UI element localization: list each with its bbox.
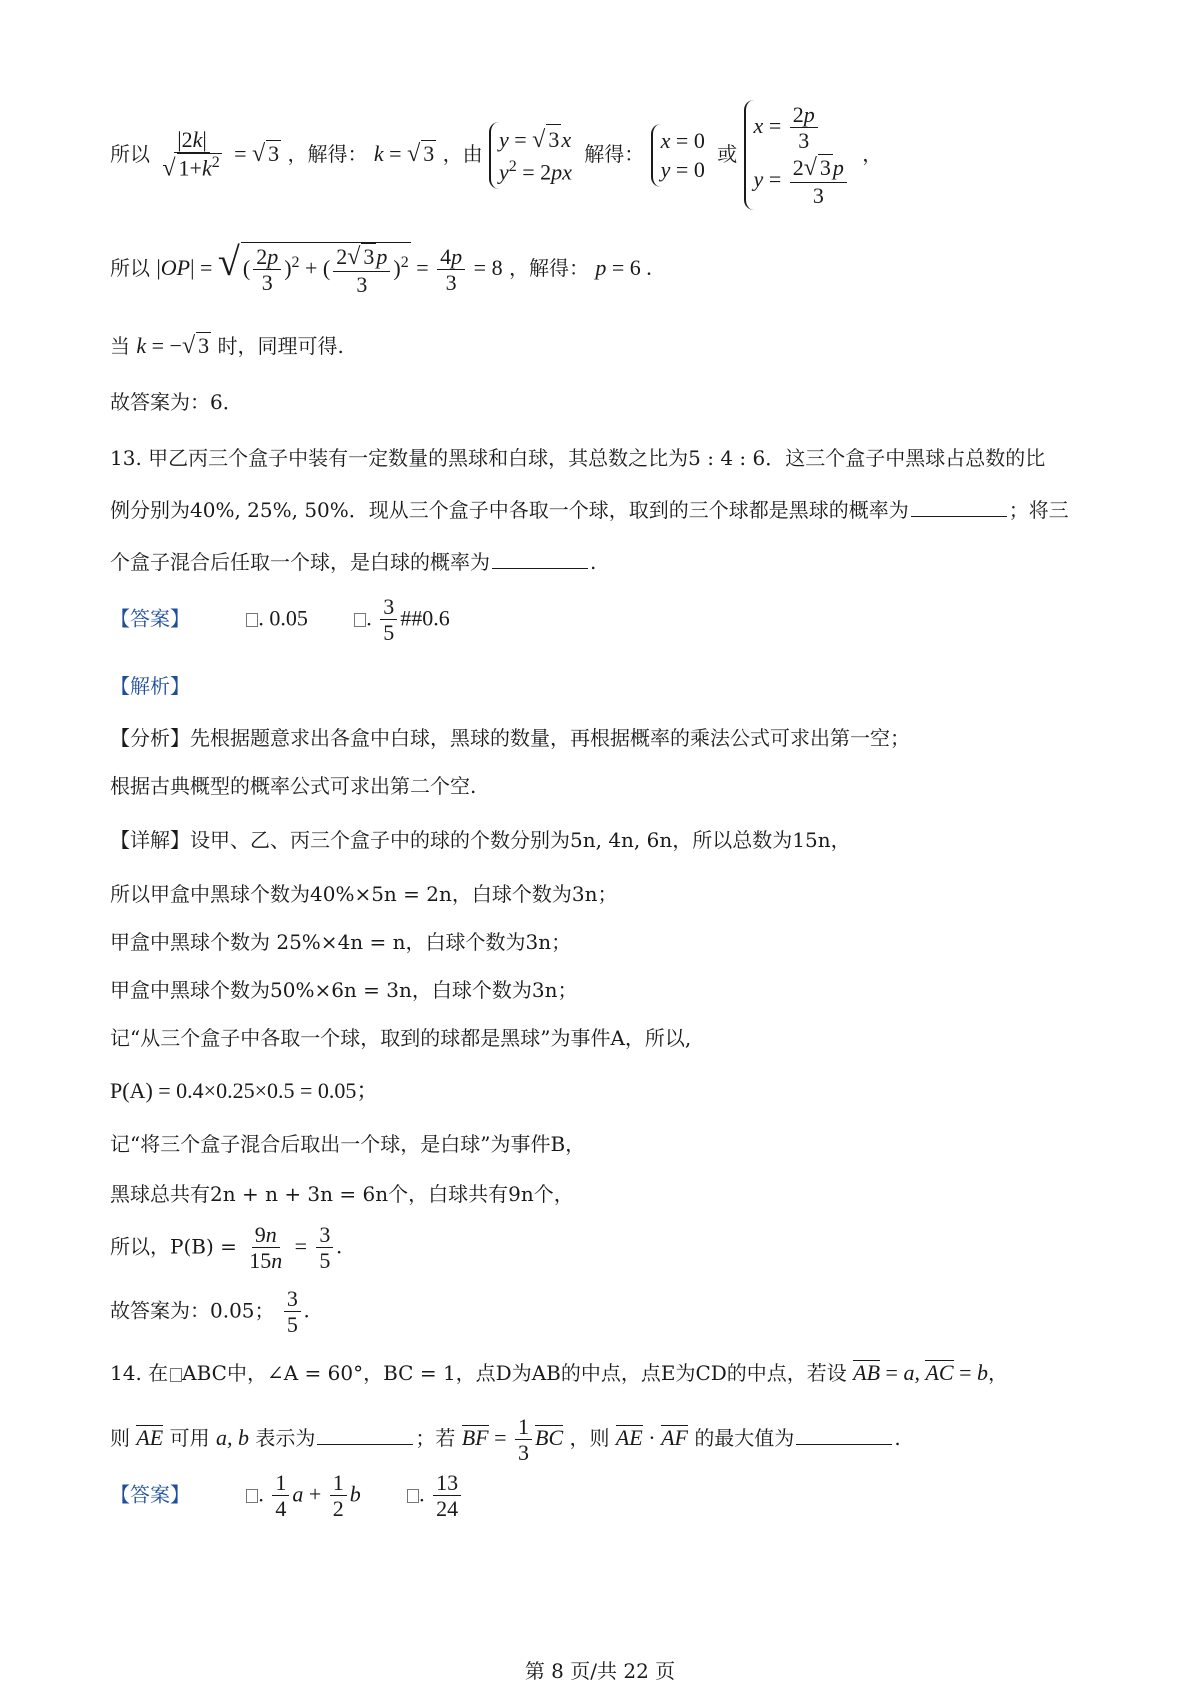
math: BF = $\frac{1}{3}$ BC [461,1414,564,1466]
answer-1: 0.05 [269,605,308,631]
equation-system: x = 0 y = 0 [651,124,711,187]
prev-line-1 [110,100,882,210]
answer-2: ##0.6 [400,605,450,631]
text: ，解得： [508,256,589,280]
equation-system: y = √ 3x $y^2 = 2px$ [489,122,578,189]
text: . [590,550,597,574]
blank-marker-icon [246,1489,258,1503]
q14-text-1 [110,1360,1008,1386]
prev-answer: 故答案为：6． [110,390,243,414]
answer-blank [492,568,588,569]
text: 个盒子混合后任取一个球，是白球的概率为 [110,550,490,574]
fraction: $\frac{3}{5}$ [284,1286,301,1338]
fraction: $\frac{1}{2}$ [330,1470,347,1522]
q13-text-1: 13. 甲乙丙三个盒子中装有一定数量的黑球和白球，其总数之比为5 : 4 : 6．这三个盒子中黑球占总数的比 [110,446,1046,470]
text: 例分别为40%, 25%, 50%．现从三个盒子中各取一个球，取到的三个球都是黑球的概率为 [110,498,909,522]
math: p = 6 . [595,255,652,280]
prev-line-2 [110,238,652,297]
math: k = −√ 3 [136,333,210,359]
answer-label: 【答案】 [110,1482,190,1507]
text: 表示为 [255,1425,316,1450]
text: 故答案为：0.05； [110,1298,275,1323]
text: 可用 [169,1425,210,1450]
text: 所以 [110,256,150,280]
prev-line-3 [110,332,344,361]
detail-3: 甲盒中黑球个数为 25%×4n = n，白球个数为3n； [110,930,572,954]
text: ；将三 [1008,498,1069,522]
detail-4: 甲盒中黑球个数为50%×6n = 3n，白球个数为3n； [110,978,578,1002]
detail-1: 【详解】设甲、乙、丙三个盒子中的球的个数分别为5n, 4n, 6n，所以总数为15n， [110,828,851,852]
q14-answer: 【答案】 . $\frac{1}{4}$ a + $\frac{1}{2}$ b . $\frac{13}{24}$ [110,1470,464,1522]
detail-10: 故答案为：0.05； $\frac{3}{5}$ . [110,1286,310,1338]
detail-7: 记“将三个盒子混合后取出一个球，是白球”为事件B， [110,1132,586,1156]
analysis-1: 【分析】先根据题意求出各盒中白球，黑球的数量，再根据概率的乘法公式可求出第一空； [110,726,910,750]
fraction: $\frac{3}{5}$ [380,594,397,646]
triangle-symbol-icon [170,1368,182,1382]
q14-text-2 [110,1414,901,1466]
answer-blank [796,1444,892,1445]
text: . [894,1425,901,1450]
fraction: $\frac{|2k|}{√ 1+k^2}$ [162,127,220,182]
answer-blank [911,516,1007,517]
analysis-2: 根据古典概型的概率公式可求出第二个空. [110,774,477,798]
text: ，由 [442,141,483,166]
text: 所以，P(B) = [110,1234,237,1259]
math: AE · AF [615,1424,688,1450]
math: k = √ 3 [373,140,435,167]
math: = [294,1233,308,1259]
detail-6: P(A) = 0.4×0.25×0.5 = 0.05； [110,1078,379,1103]
blank-marker-icon [407,1489,419,1503]
blank-marker-icon [354,613,366,627]
fraction: $\frac{1}{4}$ [272,1470,289,1522]
text: ，解得： [287,141,368,166]
detail-2: 所以甲盒中黑球个数为40%×5n = 2n，白球个数为3n； [110,882,618,906]
answer-blank [317,1444,413,1445]
answer-label: 【答案】 [110,606,190,631]
text: ，则 [569,1425,610,1450]
text: ；若 [415,1425,456,1450]
text: 解得： [584,141,645,166]
detail-5: 记“从三个盒子中各取一个球，取到的球都是黑球”为事件A，所以, [110,1026,692,1050]
q13-text-2 [110,498,1069,522]
page-footer: 第 8 页/共 22 页 [524,1659,676,1683]
detail-8: 黑球总共有2n + n + 3n = 6n个，白球共有9n个， [110,1182,574,1206]
math: = √ 3 [234,140,280,167]
text: ， [988,1361,1009,1385]
fraction: $\frac{9n}{15n}$ [249,1222,283,1274]
q13-answer: 【答案】 . 0.05 . $\frac{3}{5}$ ##0.6 [110,594,450,646]
analysis-label: 【解析】 [110,674,190,698]
text: 当 [110,334,130,358]
text: ABC中，∠A = 60°，BC = 1，点D为AB的中点，点E为CD的中点，若设 [182,1361,847,1385]
text: 时，同理可得. [217,334,344,358]
math: AE [136,1424,164,1450]
text: 14. 在 [110,1361,169,1385]
text: 或 [717,141,738,166]
math: |OP| = √ ( $\frac{2p}{3}$ )$^2$ + ( $\frac{2√ 3p}{3}$ )$^2$ = $\frac{4p}{3}$ = 8 [156,239,503,298]
text: ， [862,141,883,166]
blank-marker-icon [246,613,258,627]
text: 所以 [110,141,150,166]
math: AB = a, AC = b [853,1360,989,1385]
math: a, b [215,1424,249,1450]
equation-system: x = $\frac{2p}{3}$ y = $\frac{2√ 3p}{3}$ [744,100,856,210]
detail-9: 所以，P(B) = $\frac{9n}{15n}$ = $\frac{3}{5}$ . [110,1222,342,1274]
fraction: $\frac{3}{5}$ [316,1222,333,1274]
fraction: $\frac{13}{24}$ [433,1470,461,1522]
q13-text-3 [110,550,596,574]
text: 的最大值为 [694,1425,795,1450]
text: 则 [110,1425,130,1450]
